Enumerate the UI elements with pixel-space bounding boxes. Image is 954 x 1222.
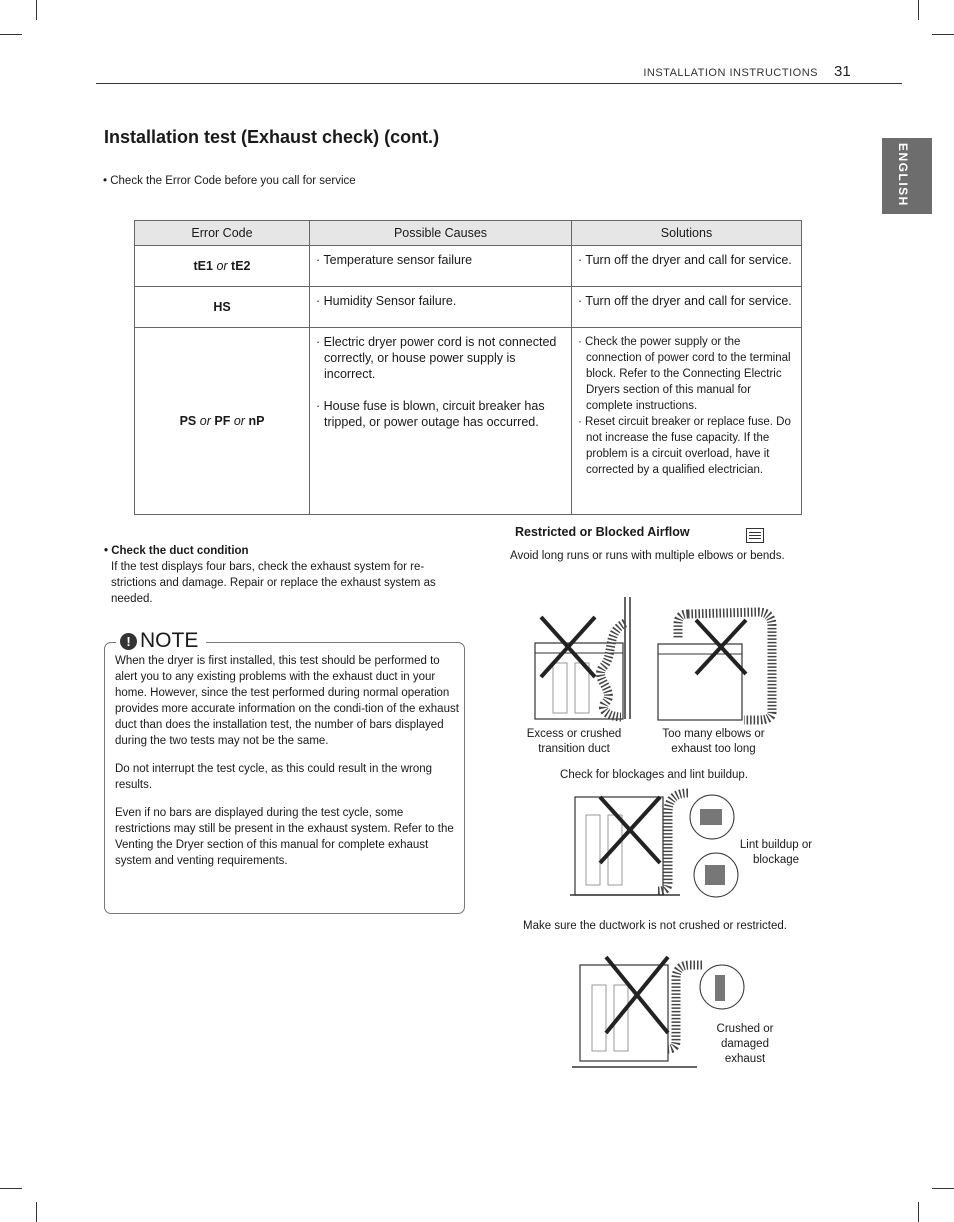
column-header: Solutions <box>572 221 802 246</box>
crop-mark <box>0 34 22 35</box>
solutions-cell: · Turn off the dryer and call for service. <box>572 246 802 287</box>
intro-text: • Check the Error Code before you call for service <box>103 175 356 187</box>
elbows-caption: Too many elbows or exhaust too long <box>662 728 765 755</box>
crop-mark <box>918 1202 919 1222</box>
solutions-cell: · Check the power supply or the connection of power cord to the terminal block. Refer to the Connecting Electric Dryers section of this manual for complete instructions. · Reset circuit breaker or replace fuse. Do not increase the fuse capacity. If the problem is a circuit overload, have it corrected by a qualified electrician. <box>572 328 802 515</box>
error-code-cell: tE1 or tE2 <box>135 246 310 287</box>
crop-mark <box>918 0 919 20</box>
crop-mark <box>932 34 954 35</box>
note-paragraph: Do not interrupt the test cycle, as this could result in the wrong results. <box>115 763 433 791</box>
causes-cell: · Temperature sensor failure <box>310 246 572 287</box>
lint-caption: Lint buildup or blockage <box>739 839 813 866</box>
restricted-airflow-title: Restricted or Blocked Airflow <box>515 525 690 539</box>
table-row <box>135 328 802 515</box>
crushed-caption: Crushed or damaged exhaust <box>716 1023 774 1065</box>
header-rule <box>96 83 902 84</box>
page-number: 31 <box>834 63 851 80</box>
causes-cell: · Electric dryer power cord is not connected correctly, or house power supply is incorrect. · House fuse is blown, circuit breaker has tripped, or power outage has occurred. <box>310 328 572 515</box>
restricted-airflow-description: Avoid long runs or runs with multiple elbows or bends. <box>510 550 785 562</box>
solutions-cell: · Turn off the dryer and call for service. <box>572 287 802 328</box>
elbows-illustration <box>648 602 783 727</box>
table-row <box>135 287 802 328</box>
crop-mark <box>932 1188 954 1189</box>
excess-duct-caption: Excess or crushed transition duct <box>526 728 622 755</box>
language-tab <box>882 138 932 214</box>
crushed-intro: Make sure the ductwork is not crushed or restricted. <box>523 920 787 932</box>
note-text <box>115 653 460 881</box>
note-paragraph: When the dryer is first installed, this test should be performed to alert you to any existing problems with the exhaust duct in your home. However, since the test performed during normal operation provides more accurate information on the condi-tion of the exhaust duct than does the installation test, the number of bars displayed during the two tests may not be the same. <box>115 655 459 747</box>
table-row <box>135 246 802 287</box>
crop-mark <box>36 0 37 20</box>
note-title: ! NOTE <box>116 628 206 654</box>
display-bars-icon <box>746 528 764 543</box>
excess-duct-illustration <box>525 595 645 727</box>
duct-check-body: If the test displays four bars, check the exhaust system for re-strictions and damage. Repair or replace the exhaust system as needed. <box>111 561 436 605</box>
exclamation-icon: ! <box>120 633 137 650</box>
page-title: Installation test (Exhaust check) (cont.) <box>104 127 440 147</box>
duct-check-section <box>104 543 464 607</box>
duct-check-heading: • Check the duct condition <box>104 545 249 557</box>
lint-buildup-illustration <box>570 785 740 901</box>
table-header-row <box>135 221 802 246</box>
error-code-table <box>134 220 802 515</box>
error-code-cell: PS or PF or nP <box>135 328 310 515</box>
error-code-cell: HS <box>135 287 310 328</box>
note-paragraph: Even if no bars are displayed during the test cycle, some restrictions may still be present in the exhaust system. Refer to the Venting the Dryer section of this manual for complete exhaust system and venting requirements. <box>115 807 454 867</box>
column-header: Error Code <box>135 221 310 246</box>
blockage-intro: Check for blockages and lint buildup. <box>560 769 748 781</box>
crop-mark <box>0 1188 22 1189</box>
causes-cell: · Humidity Sensor failure. <box>310 287 572 328</box>
crop-mark <box>36 1202 37 1222</box>
section-label: INSTALLATION INSTRUCTIONS <box>643 67 818 79</box>
column-header: Possible Causes <box>310 221 572 246</box>
language-tab-label: ENGLISH <box>896 143 910 207</box>
